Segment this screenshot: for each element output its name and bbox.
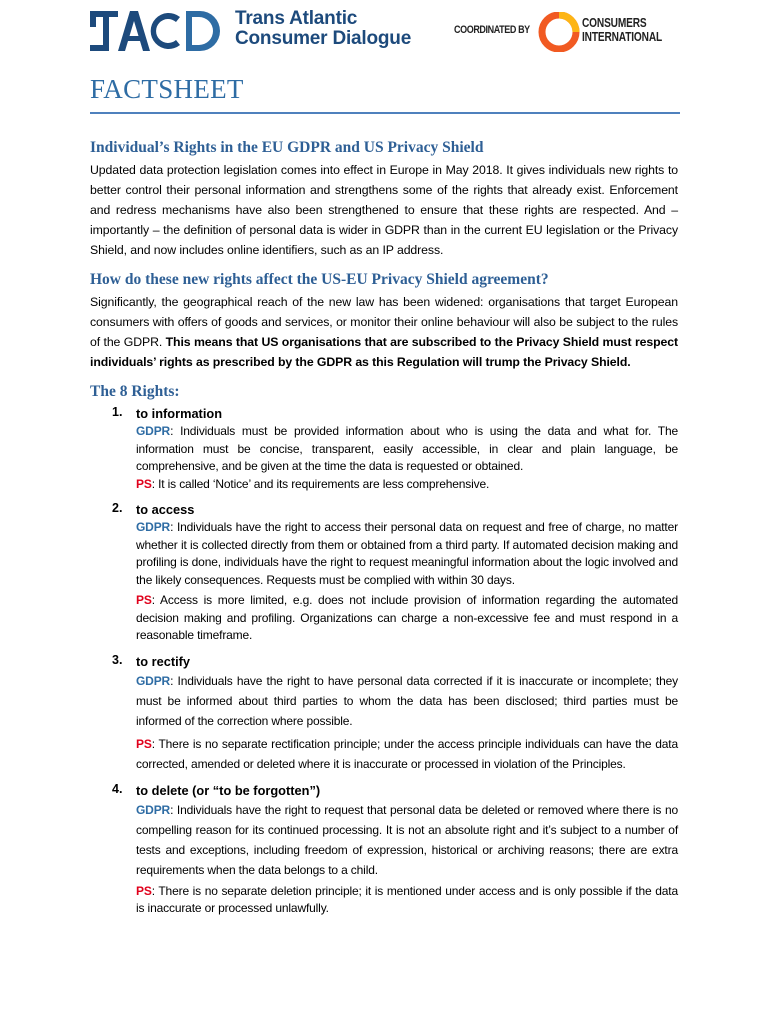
gdpr-label: GDPR <box>136 424 171 438</box>
right-number: 3. <box>112 652 123 667</box>
ps-text <box>136 592 678 645</box>
consumers-international-logo <box>538 12 580 52</box>
ps-text <box>136 734 678 774</box>
ps-description: : There is no separate rectification principle; under the access principle individuals can have the data corrected, amended or deleted where it is inaccurate or processed in violation of the Principles. <box>136 736 678 771</box>
org-name-line1: Trans Atlantic <box>235 8 358 29</box>
document-title: FACTSHEET <box>90 74 244 104</box>
ps-text <box>136 476 678 494</box>
title-divider <box>90 112 680 114</box>
gdpr-text <box>136 519 678 589</box>
ps-description: : It is called ‘Notice’ and its requirements are less comprehensive. <box>151 476 490 491</box>
gdpr-text <box>136 671 678 731</box>
right-item-information <box>90 405 678 493</box>
section-heading-eight-rights: The 8 Rights: <box>90 383 180 400</box>
section-heading-privacy-shield: How do these new rights affect the US-EU Privacy Shield agreement? <box>90 271 549 288</box>
right-number: 1. <box>112 405 123 419</box>
ps-label: PS <box>136 593 152 607</box>
section-text-rights: Updated data protection legislation comes into effect in Europe in May 2018. It gives individuals new rights to better control their personal information and strengthens some of the rights that already exist. Enforcement and redress mechanisms have also been strengthened to ensure that these rights are respected. And – importantly – the definition of personal data is wider in GDPR than in the current EU legislation or the Privacy Shield, and now includes online identifiers, such as an IP address. <box>90 163 678 257</box>
ps-label: PS <box>136 883 152 898</box>
section-text-privacy-shield <box>90 292 678 372</box>
ps-label: PS <box>136 736 152 751</box>
partner-name-line1: CONSUMERS <box>582 15 647 30</box>
ps-label: PS <box>136 476 152 491</box>
tacd-logo <box>90 9 220 53</box>
partner-name-line2: INTERNATIONAL <box>582 29 663 44</box>
org-name-line2: Consumer Dialogue <box>235 28 412 49</box>
ps-text <box>136 883 678 918</box>
partner-name <box>582 16 662 44</box>
gdpr-text <box>136 423 678 476</box>
gdpr-label: GDPR <box>136 673 171 688</box>
right-title: to access <box>136 502 195 517</box>
right-item-access <box>90 501 678 645</box>
section-heading-rights: Individual’s Rights in the EU GDPR and US Privacy Shield <box>90 139 484 156</box>
right-item-rectify <box>90 653 678 774</box>
gdpr-description: : Individuals have the right to have personal data corrected if it is inaccurate or incomplete; they must be informed about third parties to whom the data has been disclosed; third parties must be informed of the correction where possible. <box>136 673 678 728</box>
gdpr-label: GDPR <box>136 802 171 817</box>
right-number: 2. <box>112 501 123 515</box>
right-item-delete <box>90 782 678 918</box>
right-number: 4. <box>112 781 123 796</box>
privacy-shield-bold-text: This means that US organisations that are subscribed to the Privacy Shield must respect individuals’ rights as prescribed by the GDPR as this Regulation will trump the Privacy Shield. <box>90 335 678 369</box>
gdpr-description: : Individuals have the right to request that personal data be deleted or removed where there is no compelling reason for its continued processing. It is not an absolute right and it’s subject to a number of tests and exceptions, including freedom of expression, historical or archiving reasons; there are extra requirements when the data belongs to a child. <box>136 802 678 877</box>
gdpr-description: : Individuals must be provided information about who is using the data and what for. The information must be concise, transparent, easily accessible, in clear and plain language, be comprehensive, and be given at the time the data is requested or obtained. <box>136 424 678 473</box>
ps-description: : There is no separate deletion principle; it is mentioned under access and is only possible if the data is inaccurate or processed unlawfully. <box>136 883 678 915</box>
gdpr-description: : Individuals have the right to access their personal data on request and free of charge, no matter whether it is collected directly from them or obtained from a third party. If automated decision making and profiling is done, individuals have the right to request meaningful information about the logic involved and the likely consequences. Requests must be complied with within 30 days. <box>136 520 678 587</box>
ps-description: : Access is more limited, e.g. does not include provision of information regarding the automated decision making and profiling. Organizations can charge a non-excessive fee and must respond in a reasonable timeframe. <box>136 593 678 642</box>
gdpr-text <box>136 800 678 880</box>
rights-list <box>90 405 678 918</box>
privacy-shield-text: Significantly, the geographical reach of the new law has been widened: organisations that target European consumers with offers of goods and services, or monitor their online behaviour will also be subject to the rules of the GDPR. <box>90 295 678 349</box>
document-body <box>90 128 678 926</box>
organization-name <box>235 9 411 49</box>
coordinated-by-label: COORDINATED BY <box>454 24 530 36</box>
page-header <box>0 0 768 60</box>
right-title: to delete (or “to be forgotten”) <box>136 782 321 798</box>
right-title: to rectify <box>136 653 191 669</box>
right-title: to information <box>136 406 223 421</box>
gdpr-label: GDPR <box>136 520 171 534</box>
